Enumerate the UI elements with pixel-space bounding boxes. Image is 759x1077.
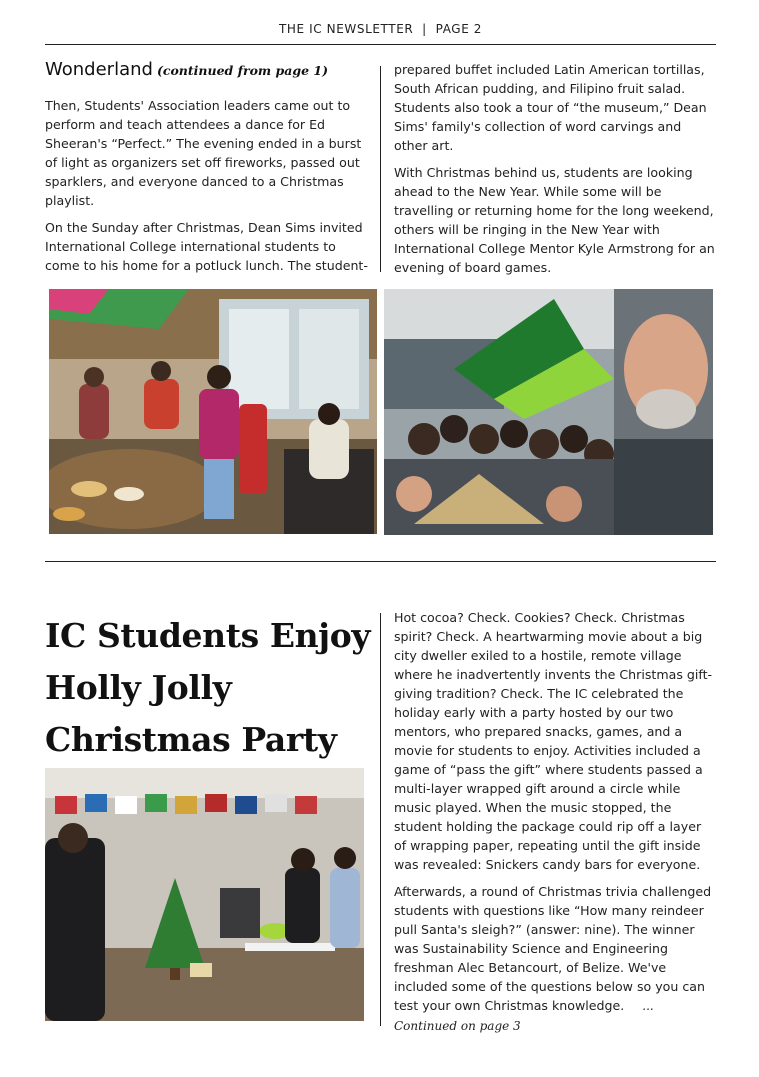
article1-paragraph: With Christmas behind us, students are looking ahead to the New Year. While some will be travelling or returning home for the long weekend, others will be ringing in the New Year with International College Mentor Kyle Armstrong for an evening of board games.: [394, 165, 715, 275]
column-divider-bottom: [380, 613, 381, 1026]
article1-continued-note: (continued from page 1): [156, 63, 329, 78]
christmas-party-illustration: [45, 768, 364, 1021]
continued-on-page-3-link[interactable]: ... Continued on page 3: [394, 999, 654, 1033]
article1-right-column: [394, 60, 716, 285]
article1-title: Wonderland: [45, 59, 153, 80]
header-text: THE IC NEWSLETTER | PAGE 2: [278, 22, 483, 36]
article2-paragraph: Hot cocoa? Check. Cookies? Check. Christmas spirit? Check. A heartwarming movie about a big city dweller exiled to a hostile, remote village where he inadvertently invents the Christmas gift-giving tradition? Check. The IC celebrated the holiday early with a party hosted by our two mentors, who prepared snacks, games, and a movie for students to enjoy. Activities included a game of “pass the gift” where students passed a multi-layer wrapped gift around a circle while music played. When the music stopped, the student holding the package could rip off a layer of wrapping paper, repeating until the gift inside was revealed: Snickers candy bars for everyone.: [394, 610, 713, 872]
kite-selfie-photo: [384, 289, 713, 535]
potluck-photo: [49, 289, 377, 534]
article1-paragraph: prepared buffet included Latin American tortillas, South African pudding, and Filipino fruit salad. Students also took a tour of “the museum,” Dean Sims' family's collection of word carvings and other art.: [394, 62, 707, 153]
kite-selfie-illustration: [384, 289, 713, 535]
article1-paragraph: On the Sunday after Christmas, Dean Sims invited International College international students to come to his home for a potluck lunch. The student-: [45, 220, 368, 273]
article2-body-column: [394, 608, 716, 1044]
christmas-party-photo: [45, 768, 364, 1021]
section-divider: [45, 561, 716, 562]
article2-headline: IC Students Enjoy Holly Jolly Christmas Party: [45, 616, 371, 759]
article2-last-paragraph-text: Afterwards, a round of Christmas trivia challenged students with questions like “How many reindeer pull Santa's sleigh?” (answer: nine). The winner was Sustainability Science and Engineering freshman Alec Betancourt, of Belize. We've included some of the questions below so you can test your own Christmas knowledge.: [394, 884, 712, 1013]
article1-paragraph: Then, Students' Association leaders came out to perform and teach attendees a dance for Ed Sheeran's “Perfect.” The evening ended in a burst of light as organizers set off fireworks, passed out sparklers, and everyone danced to a Christmas playlist.: [45, 98, 362, 208]
potluck-photo-illustration: [49, 289, 377, 534]
article1-left-column: [45, 60, 368, 283]
column-divider-top: [380, 66, 381, 272]
article1-title-row: [45, 60, 368, 80]
newsletter-header: [45, 22, 716, 45]
article2-last-paragraph: [394, 882, 716, 1036]
